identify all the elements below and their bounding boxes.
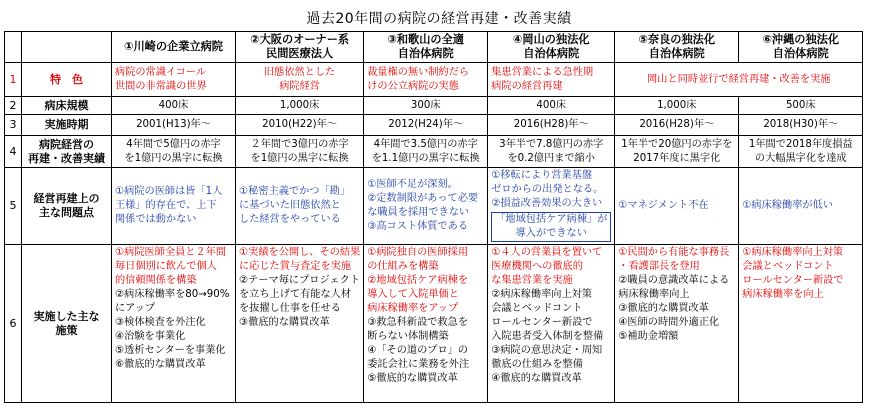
row-period: [5, 115, 863, 136]
measure-line: 委託会社に業務を外注: [367, 359, 470, 370]
row-label-bed-size: 病床規模: [22, 97, 112, 115]
cell-period: 2001(H13)年～: [112, 115, 236, 136]
measure-line: 導入して入院単価と: [367, 289, 459, 300]
measure-line: ①病院医師全員と２年間: [115, 247, 227, 258]
measure-line: ③救急科新設で救急を: [367, 317, 469, 328]
cell-period: 2012(H24)年～: [364, 115, 488, 136]
measure-line: ⑥徹底的な購買改革: [115, 359, 206, 370]
measure-line: ・看護部長を登用: [618, 261, 700, 272]
row-results: [5, 136, 863, 168]
cell-features: 集患営業による急性期 病院の経営再建: [488, 63, 615, 97]
cell-bed-size: 400床: [112, 97, 236, 115]
measure-line: を立ち上げて有能な人材: [239, 289, 352, 300]
row-bed-size: [5, 97, 863, 115]
measure-line: ②職員の意識改革による: [618, 275, 730, 286]
header-row: [5, 32, 863, 63]
results-table: [4, 31, 863, 403]
measure-line: ⑤透析センターを事業化: [115, 345, 226, 356]
header-okayama: ④岡山の独法化 自治体病院: [488, 32, 615, 63]
cell-features: 病院の常識イコール 世間の非常識の世界: [112, 63, 236, 97]
measure-line: ①病床稼働率向上対策: [742, 247, 844, 258]
cell-problems: ①医師不足が深刻。 ②定数制限があって必要 な職員を採用できない ③高コスト体質である: [364, 168, 488, 245]
cell-features-merged: 岡山と同時並行で経営再建・改善を実施: [615, 63, 863, 97]
row-label-period: 実施時期: [22, 115, 112, 136]
header-osaka: ②大阪のオーナー系 民間医療法人: [236, 32, 364, 63]
cell-features: 裁量権の無い制約だら けの公立病院の実態: [364, 63, 488, 97]
cell-bed-size: 300床: [364, 97, 488, 115]
cell-period: 2010(H22)年～: [236, 115, 364, 136]
cell-measures: [364, 245, 488, 403]
cell-results: 4年間で5億円の赤字 を1億円の黒字に転換: [112, 136, 236, 168]
measure-line: にアップ: [115, 303, 156, 314]
header-okinawa: ⑥沖縄の独法化 自治体病院: [739, 32, 863, 63]
measure-line: ①病院独自の医師採用: [367, 247, 469, 258]
measure-line: ②病床稼働率を80→90%: [115, 289, 230, 300]
row-number: 2: [5, 97, 22, 115]
measure-line: に応じた賞与査定を実施: [239, 261, 352, 272]
page-title: 過去20年間の病院の経営再建・改善実績: [306, 11, 572, 27]
row-label-problems: 経営再建上の 主な問題点: [22, 168, 112, 245]
cell-results: ２年間で3億円の赤字 を1億円の黒字に転換: [236, 136, 364, 168]
cell-bed-size: 500床: [739, 97, 863, 115]
cell-problems: ①病院の医師は皆「1人 王様」的存在で、上下 関係では動かない: [112, 168, 236, 245]
measure-line: ③徹底的な購買改革: [618, 303, 709, 314]
header-blank: [22, 32, 112, 63]
cell-bed-size: 1,000床: [236, 97, 364, 115]
cell-features: 旧態依然とした 病院経営: [236, 63, 364, 97]
measure-line: ④医師の時間外適正化: [618, 317, 720, 328]
header-kawasaki: ①川崎の企業立病院: [112, 32, 236, 63]
measure-line: ③病院の意思決定・周知: [491, 345, 603, 356]
row-number: 4: [5, 136, 22, 168]
cell-results: 4年間で3.5億円の赤字 を1.1億円の黒字に転換: [364, 136, 488, 168]
measure-line: ⑤補助金増額: [618, 331, 679, 342]
measure-line: ③検体検査を外注化: [115, 317, 206, 328]
header-nara: ⑤奈良の独法化 自治体病院: [615, 32, 739, 63]
measure-line: を抜擢し仕事を任せる: [239, 303, 341, 314]
header-wakayama: ③和歌山の全適 自治体病院: [364, 32, 488, 63]
measure-line: 断らない体制構築: [367, 331, 449, 342]
cell-measures: [112, 245, 236, 403]
cell-results: 1年間で2018年度損益 の大幅黒字化を達成: [739, 136, 863, 168]
row-label-measures: 実施した主な 施策: [22, 245, 112, 403]
row-features: [5, 63, 863, 97]
measure-line: ①実績を公開し、その結果: [239, 247, 361, 258]
measure-line: 会議とベッドコント: [491, 303, 583, 314]
highlight-box: 「地域包括ケア病棟」が 導入ができない: [491, 212, 611, 242]
measure-line: ⑤徹底的な購買改革: [367, 373, 458, 384]
measure-line: ④「その道のプロ」の: [367, 345, 469, 356]
measure-line: ④治験を事業化: [115, 331, 186, 342]
row-label-results: 病院経営の 再建・改善実績: [22, 136, 112, 168]
row-label-features: 特 色: [22, 63, 112, 97]
measure-line: ③徹底的な購買改革: [239, 317, 330, 328]
measure-line: 入院患者受入体制を整備: [491, 331, 604, 342]
measure-line: ロールセンター新設で: [742, 275, 844, 286]
row-number: 6: [5, 245, 22, 403]
cell-measures: [739, 245, 863, 403]
measure-line: ①民間から有能な事務長: [618, 247, 730, 258]
measure-line: 毎日個別に飲んで個人: [115, 261, 217, 272]
row-number: 3: [5, 115, 22, 136]
cell-measures: [615, 245, 739, 403]
measure-line: 徹底の仕組みを整備: [491, 359, 583, 370]
row-problems: [5, 168, 863, 245]
measure-line: 医療機関への徹底的: [491, 261, 583, 272]
measure-line: 病床稼働率をアップ: [367, 303, 459, 314]
measure-line: 病床稼働率を向上: [742, 289, 824, 300]
cell-problems: ①秘密主義でかつ「勘」 に基づいた旧態依然と した経営をやっている: [236, 168, 364, 245]
cell-period: 2018(H30)年～: [739, 115, 863, 136]
cell-results: 1年半で20億円の赤字を 2017年度に黒字化: [615, 136, 739, 168]
measure-line: 病床稼働率向上: [618, 289, 690, 300]
row-number: 5: [5, 168, 22, 245]
cell-measures: [236, 245, 364, 403]
measure-line: ②地域包括ケア病棟を: [367, 275, 469, 286]
measure-line: な集患営業を実施: [491, 275, 573, 286]
cell-results: 3年半で7.8億円の赤字 を0.2億円まで縮小: [488, 136, 615, 168]
cell-period: 2016(H28)年～: [488, 115, 615, 136]
header-blank: [5, 32, 22, 63]
cell-problems: ①移転により営業基盤 ゼロからの出発となる。 ②損益改善効果の大きい 「地域包括ケア病棟」が 導入ができない: [488, 168, 615, 245]
cell-period: 2016(H28)年～: [615, 115, 739, 136]
measure-line: の仕組みを構築: [367, 261, 439, 272]
row-measures: [5, 245, 863, 403]
measure-line: ②病床稼働率向上対策: [491, 289, 593, 300]
measure-line: 会議とベッドコント: [742, 261, 834, 272]
measure-line: 的信頼関係を構築: [115, 275, 197, 286]
cell-bed-size: 400床: [488, 97, 615, 115]
cell-problems: ①マネジメント不在: [615, 168, 739, 245]
measure-line: ②テーマ毎にプロジェクト: [239, 275, 360, 286]
cell-measures: [488, 245, 615, 403]
measure-line: ④徹底的な購買改革: [491, 373, 582, 384]
cell-problems: ①病床稼働率が低い: [739, 168, 863, 245]
row-number: 1: [5, 63, 22, 97]
cell-bed-size: 1,000床: [615, 97, 739, 115]
measure-line: ロールセンター新設で: [491, 317, 593, 328]
measure-line: ①４人の営業員を置いて: [491, 247, 603, 258]
